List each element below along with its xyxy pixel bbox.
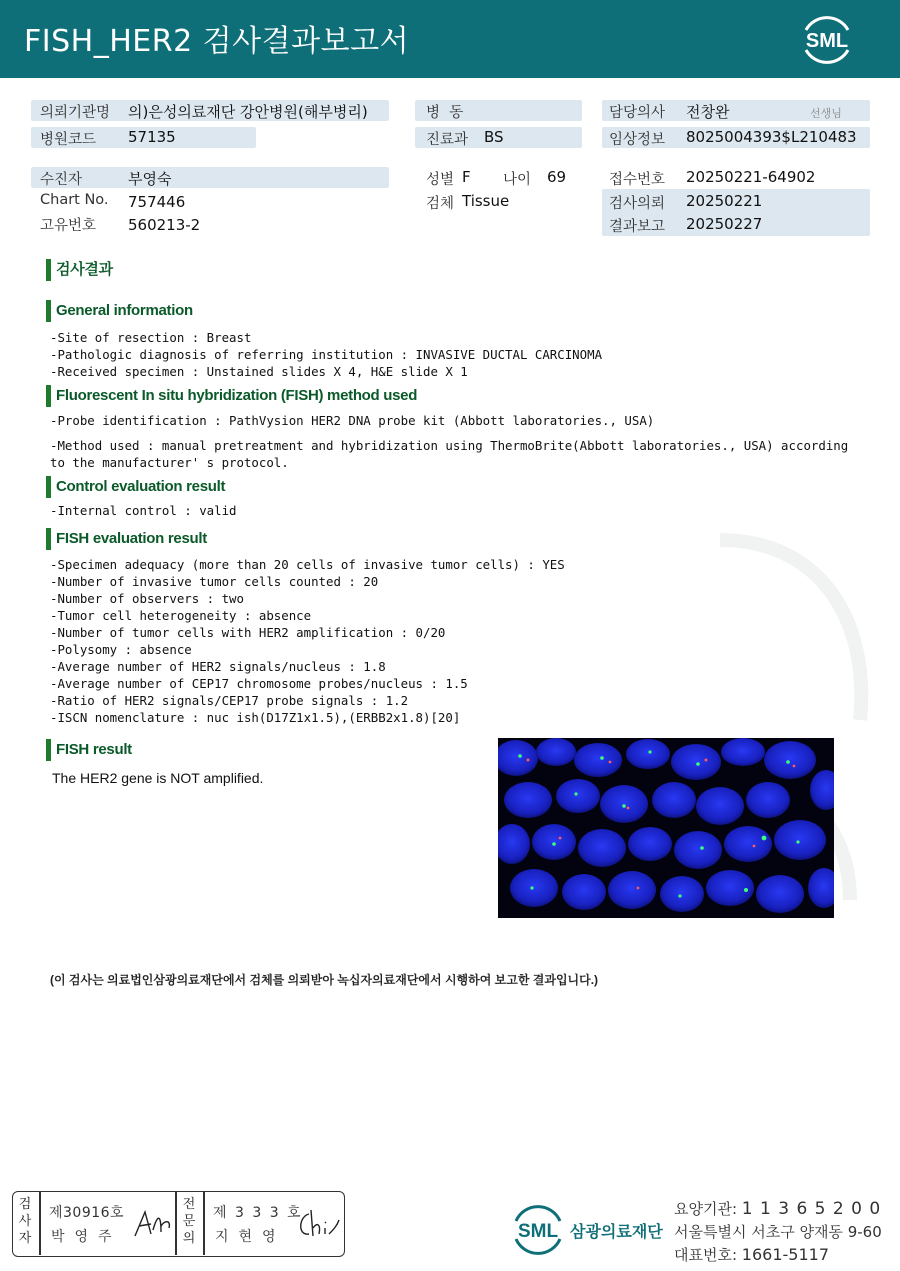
hospital-code-label: 병원코드	[40, 132, 97, 148]
specimen-label: 검체	[426, 196, 455, 212]
sex-value: F	[462, 168, 471, 186]
general-line-3: -Received specimen : Unstained slides X 4, H&E slide X 1	[50, 364, 468, 379]
fish-eval-line-3: -Number of observers : two	[50, 591, 244, 606]
ward-label: 병 동	[426, 105, 464, 121]
specialist-signature-icon	[295, 1206, 341, 1242]
fish-eval-title: FISH evaluation result	[46, 528, 207, 550]
report-header	[0, 0, 900, 78]
doctor-suffix: 선생님	[810, 107, 842, 120]
control-line: -Internal control : valid	[50, 503, 237, 518]
referral-note: (이 검사는 의료법인삼광의료재단에서 검체를 의뢰받아 녹십자의료재단에서 시행하여 보고한 결과입니다.)	[50, 973, 599, 987]
fish-eval-line-5: -Number of tumor cells with HER2 amplification : 0/20	[50, 625, 446, 640]
fish-eval-line-9: -Ratio of HER2 signals/CEP17 probe signals : 1.2	[50, 693, 409, 708]
method-title: Fluorescent In situ hybridization (FISH) method used	[46, 385, 417, 407]
institution-label: 의뢰기관명	[40, 105, 111, 121]
sml-footer-logo-icon	[510, 1201, 566, 1257]
unique-label: 고유번호	[40, 218, 97, 234]
unique-value: 560213-2	[128, 216, 201, 234]
fish-eval-line-2: -Number of invasive tumor cells counted : 20	[50, 574, 379, 589]
fish-eval-line-7: -Average number of HER2 signals/nucleus : 1.8	[50, 659, 386, 674]
fish-result-title: FISH result	[46, 739, 132, 761]
probe-line: -Probe identification : PathVysion HER2 DNA probe kit (Abbott laboratories., USA)	[50, 413, 655, 428]
fish-eval-line-8: -Average number of CEP17 chromosome probes/nucleus : 1.5	[50, 676, 468, 691]
fish-result-text: The HER2 gene is NOT amplified.	[52, 770, 264, 786]
patient-value: 부영숙	[128, 170, 172, 188]
footer-org-name: 삼광의료재단	[570, 1222, 663, 1241]
method-line-1: -Method used : manual pretreatment and hybridization using ThermoBrite(Abbott laboratories., USA) according	[50, 438, 849, 453]
sml-logo-icon	[798, 12, 856, 66]
report-label: 결과보고	[609, 219, 666, 235]
control-title: Control evaluation result	[46, 476, 225, 498]
request-label: 검사의뢰	[609, 196, 666, 212]
general-info-title: General information	[46, 300, 193, 322]
chart-value: 757446	[128, 193, 186, 211]
general-line-1: -Site of resection : Breast	[50, 330, 252, 345]
patient-row-bg	[31, 167, 389, 188]
inspector-name: 박영주	[51, 1229, 122, 1245]
signature-box	[12, 1191, 345, 1257]
age-label: 나이	[503, 172, 532, 188]
inspector-label: 검 사 자	[18, 1197, 32, 1246]
report-value: 20250227	[686, 215, 763, 233]
general-line-2: -Pathologic diagnosis of referring institution : INVASIVE DUCTAL CARCINOMA	[50, 347, 603, 362]
chart-label: Chart No.	[40, 192, 109, 208]
receipt-value: 20250221-64902	[686, 168, 816, 186]
clinical-label: 임상정보	[609, 132, 666, 148]
request-value: 20250221	[686, 192, 763, 210]
fish-micrograph-image	[498, 738, 834, 918]
agency-code: 요양기관: 1 1 3 6 5 2 0 0	[674, 1199, 882, 1219]
doctor-value: 전창완	[686, 103, 730, 121]
fish-eval-line-1: -Specimen adequacy (more than 20 cells of invasive tumor cells) : YES	[50, 557, 565, 572]
institution-value: 의)은성의료재단 강안병원(해부병리)	[128, 103, 368, 121]
department-label: 진료과	[426, 132, 469, 148]
doctor-label: 담당의사	[609, 105, 666, 121]
inspector-license: 제30916호	[49, 1205, 125, 1221]
sex-label: 성별	[426, 172, 455, 188]
receipt-label: 접수번호	[609, 172, 666, 188]
specimen-value: Tissue	[462, 192, 510, 210]
footer-address: 서울특별시 서초구 양재동 9-60	[674, 1223, 882, 1241]
svg-text:SML: SML	[805, 30, 849, 52]
report-title: FISH_HER2 검사결과보고서	[24, 24, 410, 59]
clinical-value: 8025004393$L210483	[686, 128, 857, 146]
specialist-license: 제 3 3 3 호	[213, 1205, 303, 1221]
hospital-code-value: 57135	[128, 128, 176, 146]
department-value: BS	[484, 128, 504, 146]
specialist-label: 전 문 의	[182, 1197, 196, 1246]
fish-eval-line-4: -Tumor cell heterogeneity : absence	[50, 608, 312, 623]
fish-eval-line-6: -Polysomy : absence	[50, 642, 192, 657]
inspector-signature-icon	[131, 1206, 175, 1242]
footer-phone: 대표번호: 1661-5117	[674, 1245, 830, 1264]
patient-label: 수진자	[40, 172, 83, 188]
specialist-name: 지현영	[215, 1229, 286, 1245]
age-value: 69	[547, 168, 567, 186]
method-line-2: to the manufacturer' s protocol.	[50, 455, 289, 470]
results-heading: 검사결과	[46, 259, 113, 281]
fish-eval-line-10: -ISCN nomenclature : nuc ish(D17Z1x1.5),(ERBB2x1.8)[20]	[50, 710, 461, 725]
svg-text:SML: SML	[517, 1221, 559, 1242]
